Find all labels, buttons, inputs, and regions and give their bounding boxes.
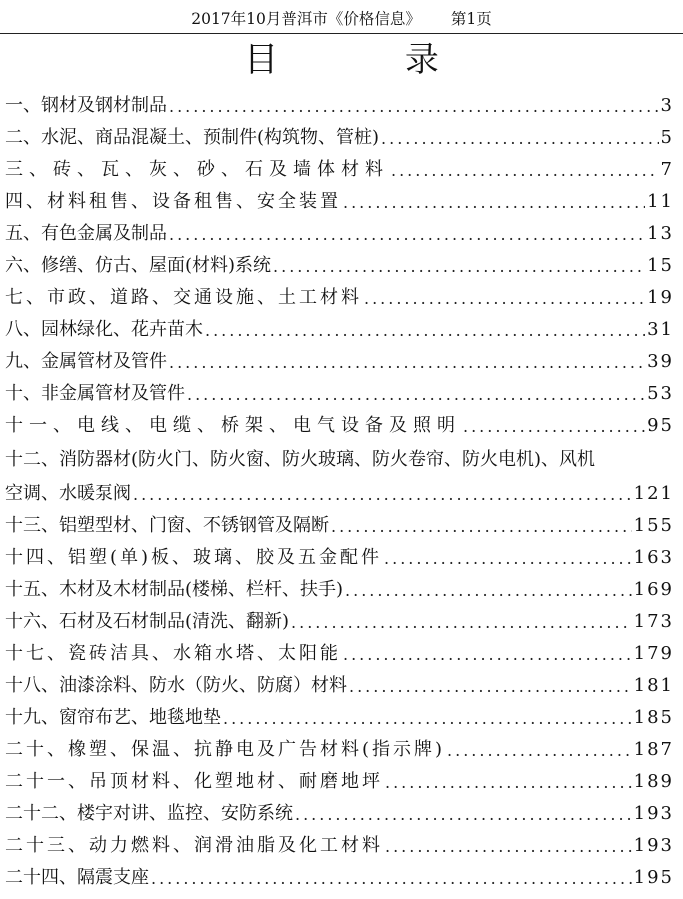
toc-entry-page: 155 bbox=[633, 515, 674, 536]
toc-entry[interactable] bbox=[5, 698, 674, 730]
toc-entry[interactable] bbox=[5, 602, 674, 634]
toc-entry[interactable] bbox=[5, 858, 674, 890]
toc-entry-page: 187 bbox=[633, 739, 674, 760]
header-page-number: 第1页 bbox=[450, 9, 492, 28]
toc-entry[interactable] bbox=[5, 246, 674, 278]
toc-entry[interactable] bbox=[5, 730, 674, 762]
toc-dot-leader bbox=[169, 352, 645, 374]
page-header bbox=[0, 0, 683, 34]
toc-entry-page: 31 bbox=[647, 319, 674, 340]
toc-dot-leader bbox=[345, 580, 632, 602]
toc-entry-label-continued: 空调、水暖泵阀 bbox=[5, 483, 131, 504]
toc-entry-label: 二、水泥、商品混凝土、预制件(构筑物、管桩) bbox=[5, 127, 380, 148]
toc-entry[interactable] bbox=[5, 118, 674, 150]
toc-entry-label: 六、修缮、仿古、屋面(材料)系统 bbox=[5, 255, 272, 276]
toc-entry-page: 53 bbox=[647, 383, 674, 404]
toc-entry-page: 195 bbox=[633, 867, 674, 888]
toc-entry[interactable] bbox=[5, 86, 674, 118]
toc-dot-leader bbox=[295, 804, 632, 826]
toc-entry-page: 193 bbox=[633, 835, 674, 856]
toc-dot-leader bbox=[349, 676, 632, 698]
toc-entry-label: 八、园林绿化、花卉苗木 bbox=[5, 319, 203, 340]
toc-dot-leader bbox=[151, 868, 632, 890]
toc-entry[interactable] bbox=[5, 342, 674, 374]
table-of-contents bbox=[5, 86, 674, 890]
toc-entry[interactable] bbox=[5, 794, 674, 826]
toc-entry[interactable] bbox=[5, 406, 674, 438]
toc-entry-page: 7 bbox=[660, 159, 674, 180]
toc-dot-leader bbox=[169, 96, 659, 118]
toc-dot-leader bbox=[384, 548, 632, 570]
toc-dot-leader bbox=[187, 384, 645, 406]
toc-dot-leader bbox=[291, 612, 632, 634]
toc-entry-page: 179 bbox=[633, 643, 674, 664]
toc-entry-page: 163 bbox=[633, 547, 674, 568]
toc-entry[interactable] bbox=[5, 182, 674, 214]
toc-entry-page: 13 bbox=[647, 223, 674, 244]
toc-entry-label: 二十四、隔震支座 bbox=[5, 867, 149, 888]
toc-entry-label: 十一、电线、电缆、桥架、电气设备及照明 bbox=[5, 415, 461, 436]
toc-entry[interactable] bbox=[5, 762, 674, 794]
toc-entry-label: 二十二、楼宇对讲、监控、安防系统 bbox=[5, 803, 293, 824]
toc-entry-label: 五、有色金属及制品 bbox=[5, 223, 167, 244]
toc-dot-leader bbox=[463, 416, 645, 438]
toc-entry-page: 39 bbox=[647, 351, 674, 372]
toc-entry-label: 十三、铝塑型材、门窗、不锈钢管及隔断 bbox=[5, 515, 329, 536]
toc-entry[interactable] bbox=[5, 150, 674, 182]
toc-entry-page: 11 bbox=[647, 191, 674, 212]
toc-entry-label: 十八、油漆涂料、防水（防火、防腐）材料 bbox=[5, 675, 347, 696]
toc-entry[interactable] bbox=[5, 438, 674, 506]
toc-entry-page: 121 bbox=[633, 483, 674, 504]
toc-entry-label: 七、市政、道路、交通设施、土工材料 bbox=[5, 287, 362, 308]
toc-entry-page: 15 bbox=[647, 255, 674, 276]
toc-entry-page: 169 bbox=[633, 579, 674, 600]
toc-entry-page: 19 bbox=[647, 287, 674, 308]
toc-entry-label: 十、非金属管材及管件 bbox=[5, 383, 185, 404]
toc-entry[interactable] bbox=[5, 506, 674, 538]
toc-dot-leader bbox=[169, 224, 645, 246]
toc-entry[interactable] bbox=[5, 666, 674, 698]
toc-entry-label: 三、砖、瓦、灰、砂、石及墙体材料 bbox=[5, 159, 389, 180]
toc-dot-leader bbox=[364, 288, 645, 310]
toc-entry-label: 二十、橡塑、保温、抗静电及广告材料(指示牌) bbox=[5, 739, 446, 760]
toc-dot-leader bbox=[381, 128, 659, 150]
toc-title: 目 录 bbox=[244, 40, 497, 80]
toc-entry-label: 二十三、动力燃料、润滑油脂及化工材料 bbox=[5, 835, 383, 856]
toc-entry[interactable] bbox=[5, 374, 674, 406]
toc-entry-label: 一、钢材及钢材制品 bbox=[5, 95, 167, 116]
toc-dot-leader bbox=[223, 708, 632, 730]
toc-entry-page: 95 bbox=[647, 415, 674, 436]
toc-entry-page: 181 bbox=[633, 675, 674, 696]
toc-entry-page: 173 bbox=[633, 611, 674, 632]
toc-entry-label: 十六、石材及石材制品(清洗、翻新) bbox=[5, 611, 290, 632]
toc-entry-label: 十五、木材及木材制品(楼梯、栏杆、扶手) bbox=[5, 579, 344, 600]
toc-entry-page: 3 bbox=[660, 95, 674, 116]
toc-entry-page: 185 bbox=[633, 707, 674, 728]
toc-dot-leader bbox=[385, 772, 632, 794]
toc-dot-leader bbox=[205, 320, 645, 342]
toc-entry-label: 四、材料租售、设备租售、安全装置 bbox=[5, 191, 341, 212]
toc-entry[interactable] bbox=[5, 570, 674, 602]
toc-entry-label: 十七、瓷砖洁具、水箱水塔、太阳能 bbox=[5, 643, 341, 664]
toc-dot-leader bbox=[391, 160, 659, 182]
toc-entry[interactable] bbox=[5, 310, 674, 342]
toc-entry[interactable] bbox=[5, 826, 674, 858]
toc-dot-leader bbox=[343, 192, 645, 214]
toc-entry[interactable] bbox=[5, 214, 674, 246]
toc-entry-page: 189 bbox=[633, 771, 674, 792]
toc-entry-label: 十二、消防器材(防火门、防火窗、防火玻璃、防火卷帘、防火电机)、风机 bbox=[5, 449, 596, 470]
toc-dot-leader bbox=[447, 740, 632, 762]
toc-entry-label: 九、金属管材及管件 bbox=[5, 351, 167, 372]
toc-entry-label: 二十一、吊顶材料、化塑地材、耐磨地坪 bbox=[5, 771, 383, 792]
toc-dot-leader bbox=[133, 484, 632, 506]
toc-entry-page: 193 bbox=[633, 803, 674, 824]
toc-entry-page: 5 bbox=[660, 127, 674, 148]
toc-entry[interactable] bbox=[5, 538, 674, 570]
toc-dot-leader bbox=[331, 516, 632, 538]
toc-entry[interactable] bbox=[5, 278, 674, 310]
toc-dot-leader bbox=[273, 256, 645, 278]
toc-dot-leader bbox=[385, 836, 632, 858]
toc-entry-label: 十九、窗帘布艺、地毯地垫 bbox=[5, 707, 221, 728]
toc-entry-label: 十四、铝塑(单)板、玻璃、胶及五金配件 bbox=[5, 547, 383, 568]
header-title: 2017年10月普洱市《价格信息》 bbox=[191, 9, 421, 28]
toc-entry[interactable] bbox=[5, 634, 674, 666]
toc-dot-leader bbox=[343, 644, 632, 666]
